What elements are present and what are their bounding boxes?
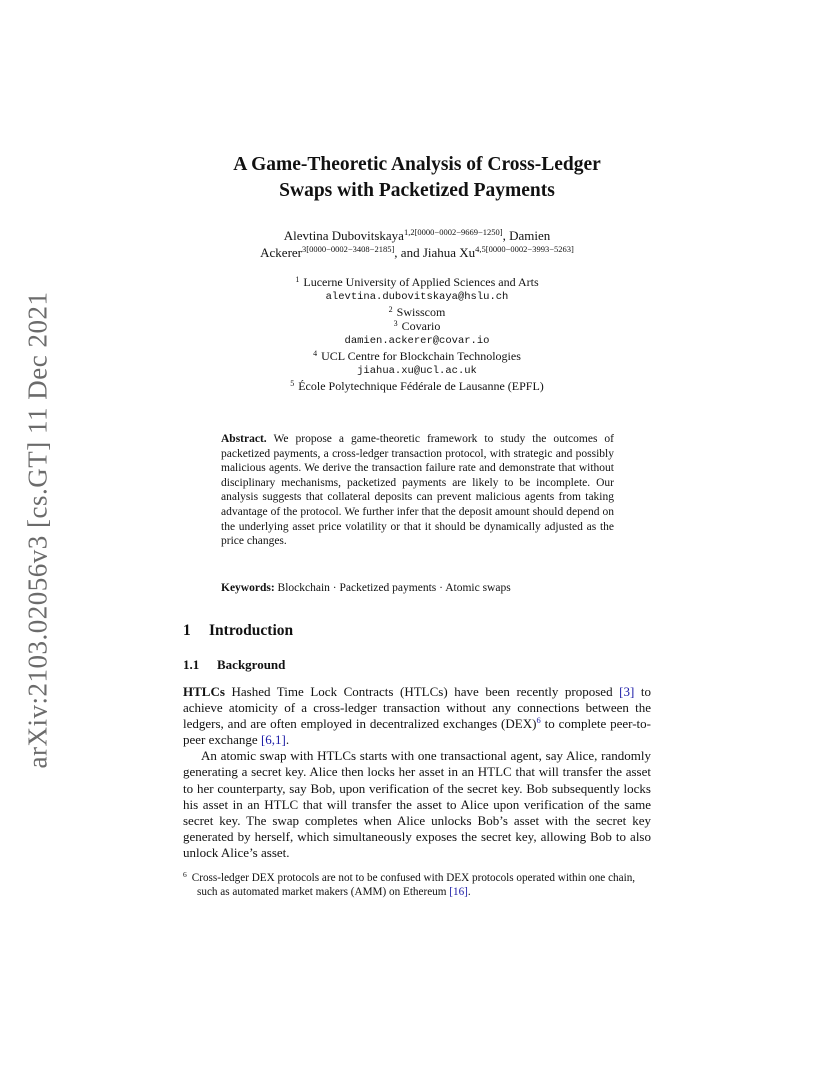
section-title: Introduction (209, 622, 294, 639)
abstract (221, 432, 614, 549)
citation-link[interactable]: [16] (449, 886, 468, 898)
footnote-marker[interactable]: 6 (536, 715, 541, 726)
section-heading (183, 622, 293, 640)
keywords (221, 581, 614, 596)
author-orcid: 4,5[0000−0002−3993−5263] (475, 244, 574, 254)
author-orcid: 1,2[0000−0002−9669−1250] (403, 227, 503, 237)
affiliation-email[interactable]: damien.ackerer@covar.io (344, 335, 490, 348)
paragraph: An atomic swap with HTLCs starts with one transactional agent, say Alice, randomly generating a secret key. Alice then locks her asset in an HTLC that will transfer the asset to her counterparty, say Bob, upon verification of the secret key. Bob subsequently locks his asset in an HTLC that will transfer the asset to Alice upon verification of the same secret key. The swap completes when Alice unlocks Bob’s asset with the secret key generated by herself, which simultaneously exposes the secret key, allowing Bob to also unlock Alice’s asset. (183, 748, 651, 860)
author-name: Ackerer (260, 245, 302, 260)
keywords-text: Blockchain · Packetized payments · Atomic swaps (277, 582, 511, 594)
author-name: Alevtina Dubovitskaya (283, 228, 404, 243)
author-list (183, 227, 651, 261)
author-line-2 (183, 244, 651, 261)
affiliation-email[interactable]: jiahua.xu@ucl.ac.uk (357, 364, 477, 377)
paragraph: HTLCs Hashed Time Lock Contracts (HTLCs) have been recently proposed [3] to achieve atomicity of a cross-ledger transaction without any connections between the ledgers, and are often employed in decentralized exchanges (DEX)$^6$ to complete peer-to-peer exchange [6,1]. (183, 684, 651, 748)
title-line-1: A Game-Theoretic Analysis of Cross-Ledger (233, 154, 601, 175)
affiliation: $^1$ Lucerne University of Applied Sciences and Arts (295, 275, 539, 289)
author-name: , and Jiahua Xu (394, 245, 476, 260)
arxiv-sidebar (18, 290, 58, 770)
affiliation: $^5$ École Polytechnique Fédérale de Lausanne (EPFL) (290, 378, 544, 393)
keywords-label: Keywords: (221, 582, 275, 594)
affiliation: $^3$ Covario (393, 319, 441, 334)
paper-title (183, 152, 651, 204)
body-text (183, 684, 651, 861)
abstract-text: We propose a game-theoretic framework to study the outcomes of packetized payments, a cross-ledger transaction protocol, with strategic and possibly malicious agents. We derive the transaction failure rate and demonstrate that without disciplinary mechanisms, packetized payments are likely to be incomplete. Our analysis suggests that collateral deposits can prevent malicious agents from taking advantage of the protocol. We further infer that the deposit amount should depend on the underlying asset price volatility or that it should be dynamically adjusted as the price changes. (221, 433, 614, 548)
subsection-heading (183, 657, 285, 673)
author-line-1 (183, 227, 651, 244)
subsection-number: 1.1 (183, 657, 200, 672)
paragraph-label: HTLCs (183, 684, 225, 699)
author-orcid: 3[0000−0002−3408−2185] (302, 244, 395, 254)
affiliation: $^4$ UCL Centre for Blockchain Technologies (313, 348, 521, 363)
abstract-label: Abstract. (221, 433, 267, 445)
footnote-text: Cross-ledger DEX protocols are not to be confused with DEX protocols operated within one chain, such as automated market makers (AMM) on Ethereum (191, 872, 636, 898)
section-number: 1 (183, 622, 191, 639)
affiliations (183, 275, 651, 393)
title-line-2: Swaps with Packetized Payments (279, 180, 555, 201)
footnote-number: 6 (183, 870, 187, 879)
arxiv-identifier: arXiv:2103.02056v3 [cs.GT] 11 Dec 2021 (22, 291, 53, 769)
subsection-title: Background (217, 657, 286, 672)
affiliation-email[interactable]: alevtina.dubovitskaya@hslu.ch (325, 290, 509, 303)
author-name: , Damien (502, 228, 551, 243)
citation-link[interactable]: [3] (619, 684, 635, 699)
citation-link[interactable]: [6,1] (260, 732, 286, 748)
footnote: $^6$ Cross-ledger DEX protocols are not to be confused with DEX protocols operated within one chain, such as automated market makers (AMM) on Ethereum [16]. (183, 870, 636, 898)
affiliation: $^2$ Swisscom (388, 304, 446, 319)
